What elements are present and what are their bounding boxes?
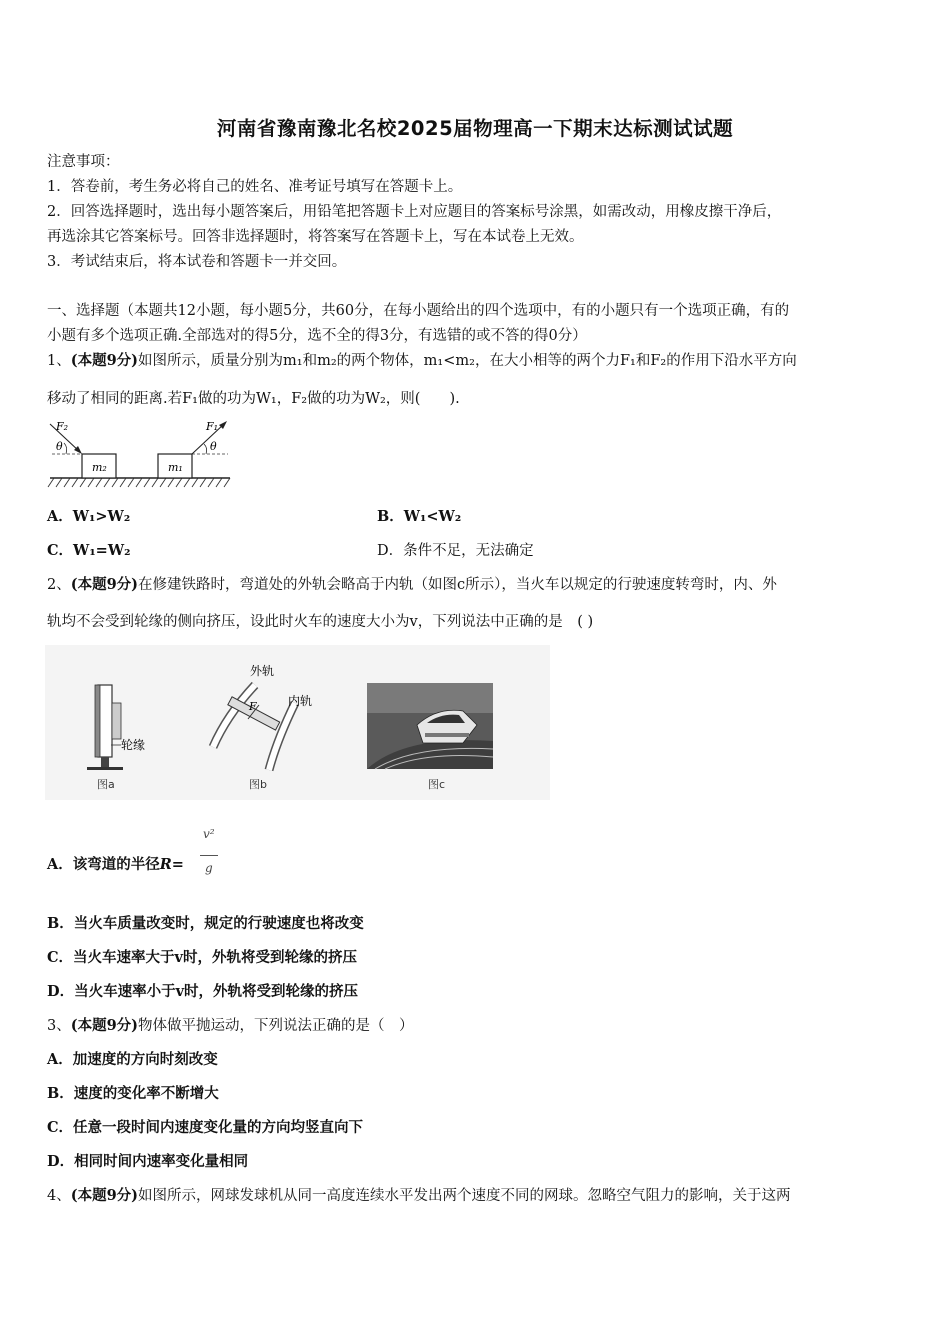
section-intro: 一、选择题（本题共12小题，每小题5分，共60分，在每小题给出的四个选项中，有的小题只有一个选项正确，有的 xyxy=(47,303,790,319)
question-text: 物体做平抛运动，下列说法正确的是（ ） xyxy=(138,1018,414,1034)
q2-option-c[interactable]: C．当火车速率大于v时，外轨将受到轮缘的挤压 xyxy=(47,949,357,966)
question-2-stem-2: 轨均不会受到轮缘的侧向挤压，设此时火车的速度大小为v，下列说法中正确的是 ( ) xyxy=(47,614,594,630)
question-text: 在修建铁路时，弯道处的外轨会略高于内轨（如图c所示），当火车以规定的行驶速度转弯时，内、外 xyxy=(138,577,777,593)
q2-option-a[interactable]: A．该弯道的半径R= xyxy=(47,856,184,873)
question-3-stem xyxy=(47,1016,414,1036)
question-text: 如图所示，网球发球机从同一高度连续水平发出两个速度不同的网球。忽略空气阻力的影响，关于这两 xyxy=(138,1188,791,1204)
question-1-stem-2: 移动了相同的距离.若F₁做的功为W₁，F₂做的功为W₂，则( ). xyxy=(47,391,460,407)
force-label: F xyxy=(249,700,257,713)
figure-b-label: 图b xyxy=(249,778,267,791)
notice-item: 3．考试结束后，将本试卷和答题卡一并交回。 xyxy=(47,254,347,270)
question-number: 1、 xyxy=(47,353,71,369)
question-1-stem xyxy=(47,351,797,371)
question-4-stem xyxy=(47,1186,791,1206)
q1-option-d[interactable]: D．条件不足，无法确定 xyxy=(377,543,534,559)
notice-item: 1．答卷前，考生务必将自己的姓名、准考证号填写在答题卡上。 xyxy=(47,179,463,195)
fraction-numerator: v² xyxy=(203,827,215,841)
question-score: (本题9分) xyxy=(70,352,139,369)
question-score: (本题9分) xyxy=(70,1017,139,1034)
fraction-denominator: g xyxy=(205,861,213,875)
q3-option-b[interactable]: B．速度的变化率不断增大 xyxy=(47,1085,219,1102)
q2-option-d[interactable]: D．当火车速率小于v时，外轨将受到轮缘的挤压 xyxy=(47,983,358,1000)
theta-label: θ xyxy=(56,440,63,453)
q1-option-c[interactable]: C．W₁=W₂ xyxy=(47,542,131,559)
question-2-stem xyxy=(47,575,777,595)
train-photo xyxy=(367,683,493,769)
question-score: (本题9分) xyxy=(70,1187,139,1204)
section-intro: 小题有多个选项正确.全部选对的得5分，选不全的得3分，有选错的或不答的得0分） xyxy=(47,328,587,344)
angle-arc xyxy=(64,443,67,454)
angle-arc xyxy=(204,444,207,454)
ground-hatching xyxy=(48,478,230,487)
question-number: 4、 xyxy=(47,1188,71,1204)
figure-a-label: 图a xyxy=(97,778,115,791)
wheel-rim-label: 轮缘 xyxy=(121,738,146,752)
q1-option-a[interactable]: A．W₁>W₂ xyxy=(47,508,131,525)
outer-rail-label: 外轨 xyxy=(250,664,275,678)
q3-option-c[interactable]: C．任意一段时间内速度变化量的方向均竖直向下 xyxy=(47,1119,364,1136)
notice-item: 2．回答选择题时，选出每小题答案后，用铅笔把答题卡上对应题目的答案标号涂黑，如需改动，用橡皮擦干净后， xyxy=(47,204,782,220)
question-number: 2、 xyxy=(47,577,71,593)
page-title: 河南省豫南豫北名校2025届物理高一下期末达标测试试题 xyxy=(216,117,734,140)
m1-label: m₁ xyxy=(168,461,183,474)
figure-c-label: 图c xyxy=(428,778,446,791)
inner-rail-label: 内轨 xyxy=(288,694,313,708)
notice-item: 再选涂其它答案标号。回答非选择题时，将答案写在答题卡上，写在本试卷上无效。 xyxy=(47,229,584,245)
notice-heading: 注意事项： xyxy=(47,154,120,170)
f2-label: F₂ xyxy=(56,420,69,433)
m2-label: m₂ xyxy=(92,461,107,474)
q3-option-d[interactable]: D．相同时间内速率变化量相同 xyxy=(47,1153,249,1170)
f1-label: F₁ xyxy=(206,420,219,433)
q1-option-b[interactable]: B．W₁<W₂ xyxy=(377,508,462,525)
question-number: 3、 xyxy=(47,1018,71,1034)
question-text: 如图所示，质量分别为m₁和m₂的两个物体，m₁<m₂，在大小相等的两个力F₁和F₂的作用下沿水平方向 xyxy=(138,353,797,369)
q2-option-b[interactable]: B．当火车质量改变时，规定的行驶速度也将改变 xyxy=(47,915,364,932)
theta-label: θ xyxy=(210,440,217,453)
question-score: (本题9分) xyxy=(70,576,139,593)
q1-figure xyxy=(44,418,239,493)
q3-option-a[interactable]: A．加速度的方向时刻改变 xyxy=(47,1051,218,1068)
q2-figure xyxy=(45,645,550,800)
fraction-bar xyxy=(200,855,218,856)
